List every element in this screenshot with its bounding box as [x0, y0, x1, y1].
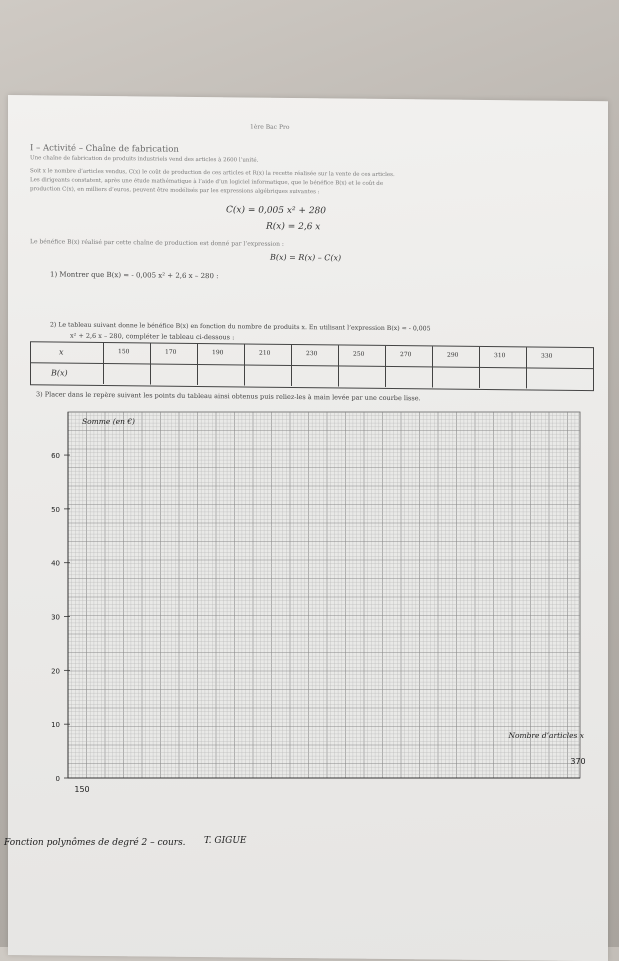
intro-line-2: Soit x le nombre d’articles vendus, C(x) le coût de production de ces articles et R(x) la recette réalisée sur la vente de ces articles. — [30, 168, 395, 179]
x-tick-label: 150 — [74, 785, 90, 794]
benefit-intro: Le bénéfice B(x) réalisé par cette chaîne de production est donné par l’expression : — [30, 238, 284, 248]
table-x-value: 150 — [118, 348, 130, 356]
table-x-value: 250 — [353, 350, 365, 358]
x-tick-label: 370 — [570, 757, 586, 766]
intro-line-1: Une chaîne de fabrication de produits industriels vend des articles à 2600 l’unité. — [30, 155, 259, 164]
table-x-value: 310 — [494, 352, 506, 360]
y-tick-label: 60 — [51, 452, 60, 461]
cost-formula: C(x) = 0,005 x² + 280 — [226, 205, 326, 217]
table-x-value: 330 — [541, 352, 553, 360]
table-x-value: 270 — [400, 351, 412, 359]
table-x-value: 290 — [447, 351, 459, 359]
table-b-label: B(x) — [51, 368, 68, 378]
table-x-value: 190 — [212, 349, 224, 357]
intro-line-3: Les dirigeants constatent, après une étude mathématique à l’aide d’un logiciel informatique, que le bénéfice B(x) et le coût de — [30, 177, 384, 187]
y-tick-label: 0 — [55, 775, 60, 783]
table-x-value: 230 — [306, 350, 318, 358]
question-2-line-1: 2) Le tableau suivant donne le bénéfice B(x) en fonction du nombre de produits x. En utilisant l’expression B(x) = - 0,005 — [50, 321, 431, 333]
class-label: 1ère Bac Pro — [250, 123, 290, 131]
intro-line-4: production C(x), en milliers d’euros, peuvent être modélisés par les expressions algébriques suivantes : — [30, 186, 320, 196]
question-3: 3) Placer dans le repère suivant les points du tableau ainsi obtenus puis reliez-les à main levée par une courbe lisse. — [36, 390, 421, 403]
table-x-value: 170 — [165, 348, 177, 356]
y-tick-label: 30 — [51, 613, 60, 622]
y-axis-title: Somme (en €) — [82, 417, 135, 426]
y-tick-label: 40 — [51, 559, 60, 568]
footer-author: T. GIGUE — [204, 836, 247, 846]
footer-course: Fonction polynômes de degré 2 – cours. — [4, 838, 186, 848]
table-x-label: x — [59, 347, 64, 357]
question-2-line-2: x² + 2,6 x – 280, compléter le tableau ci-dessous : — [70, 331, 235, 342]
table-x-value: 210 — [259, 349, 271, 357]
section-title: I – Activité – Chaîne de fabrication — [30, 143, 179, 155]
y-tick-label: 50 — [51, 505, 60, 514]
revenue-formula: R(x) = 2,6 x — [266, 221, 321, 233]
benefit-formula: B(x) = R(x) – C(x) — [270, 252, 342, 263]
grid-area — [68, 412, 580, 778]
y-tick-label: 20 — [51, 667, 60, 676]
x-axis-title: Nombre d’articles x — [508, 731, 584, 740]
question-1: 1) Montrer que B(x) = - 0,005 x² + 2,6 x – 280 : — [50, 270, 219, 281]
y-tick-label: 10 — [51, 721, 60, 730]
